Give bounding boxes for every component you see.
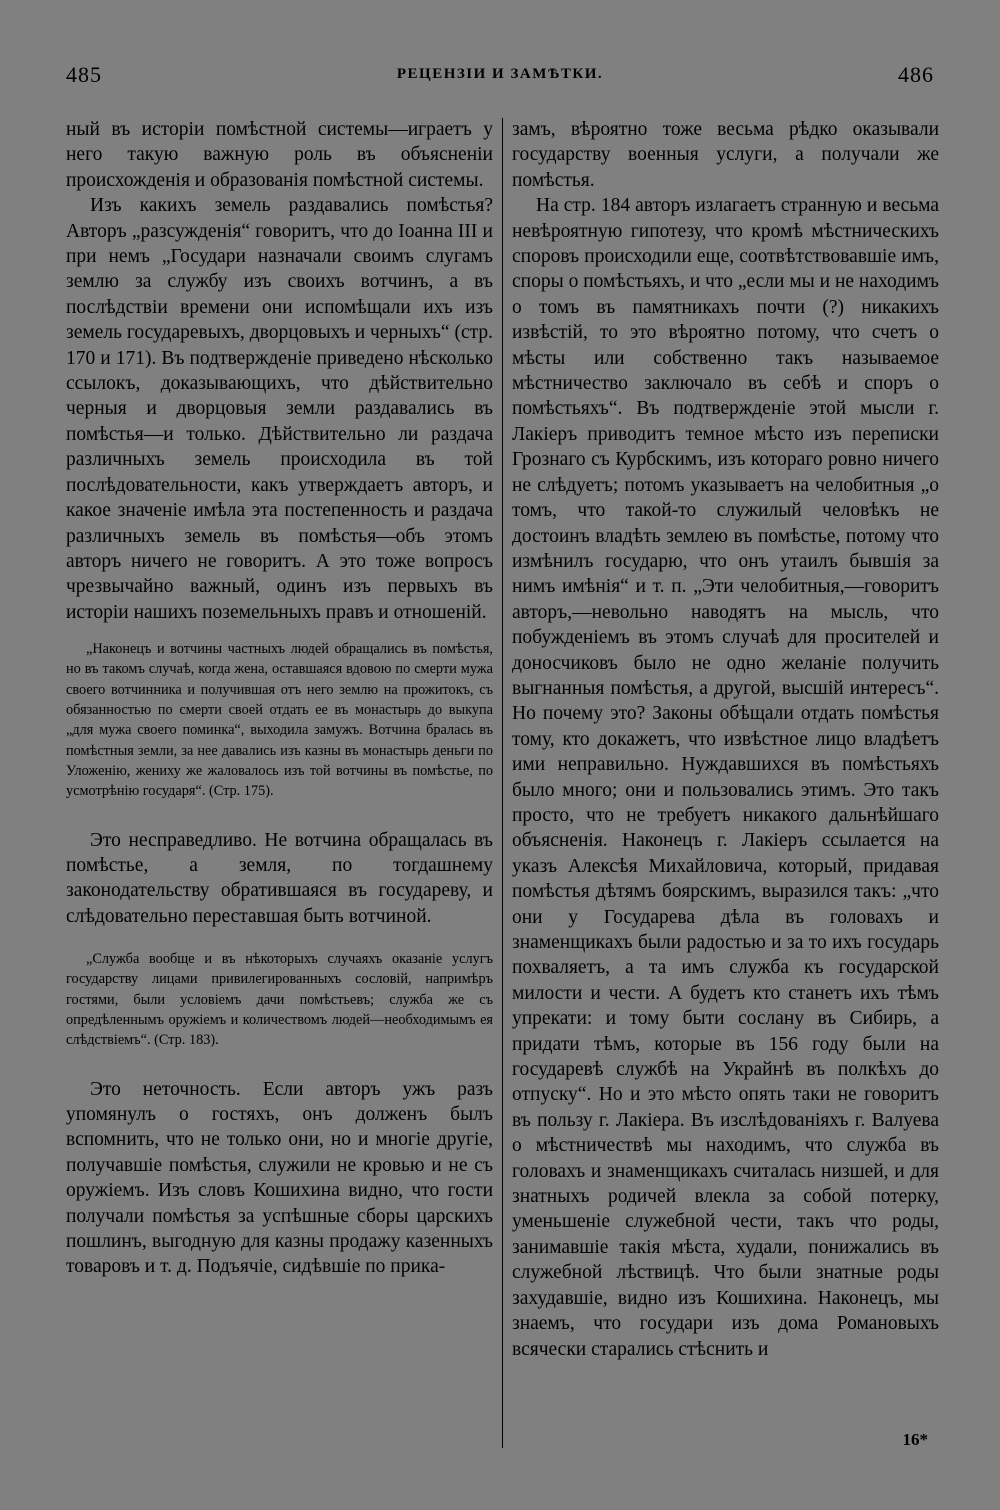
right-paragraph-1: замъ, вѣроятно тоже весьма рѣдко оказывали государству военныя услуги, а получали же помѣстья. bbox=[512, 119, 939, 191]
column-divider bbox=[502, 118, 503, 1448]
page-number-left: 485 bbox=[66, 62, 102, 87]
right-column bbox=[512, 117, 939, 1362]
left-column bbox=[66, 117, 493, 1280]
right-paragraph-2: На стр. 184 авторъ излагаетъ странную и весьма невѣроятную гипотезу, что кромѣ мѣстническихъ споровъ происходили еще, соотвѣтствовавшіе имъ, споры о помѣстьяхъ, и что „если мы и не находимъ о томъ въ памятникахъ почти (?) никакихъ извѣстій, то это вѣроятно потому, что счетъ о мѣсты или собственно такъ называемое мѣстничество заключало въ себѣ и споръ о помѣстьяхъ“. Въ подтвержденіе этой мысли г. Лакіеръ приводитъ темное мѣсто изъ переписки Грознаго съ Курбскимъ, изъ котораго ровно ничего не слѣдуетъ; потомъ указываетъ на челобитныя „о томъ, что такой-то служилый человѣкъ не достоинъ владѣть землею въ помѣстье, потому что измѣнилъ государю, что онъ утаилъ бывшія за нимъ имѣнія“ и т. п. „Эти челобитныя,—говоритъ авторъ,—невольно наводятъ на мысль, что побужденіемъ въ этомъ случаѣ для просителей и доносчиковъ было не одно желаніе получить выгнанныя помѣстья, а другой, высшій интересъ“. Но почему это? Законы обѣщали отдать помѣстья тому, кто докажетъ, что извѣстное лицо владѣетъ ими неправильно. Нуждавшихся въ помѣстьяхъ было много; они и пользовались этимъ. Это такъ просто, что не требуетъ никакого дальнѣйшаго объясненія. Наконецъ г. Лакіеръ ссылается на указъ Алексѣя Михайловича, который, придавая помѣстья дѣтямъ боярскимъ, выразился такъ: „что они у Государева дѣла въ головахъ и знаменщикахъ были радостью и за то ихъ государь похваляетъ, а та имъ служба къ государской милости и чести. А будетъ кто станетъ ихъ тѣмъ упрекати: и тому быти сослану въ Сибирь, а придати тѣмъ, которые въ 156 году были на государевѣ службѣ на Украйнѣ въ полкѣхъ до отпуску“. Но и это мѣсто опять таки не говоритъ въ пользу г. Лакіера. Въ изслѣдованіяхъ г. Валуева о мѣстничествѣ мы находимъ, что служба въ головахъ и знаменщикахъ считалась низшей, и для знатныхъ родичей влекла за собой потерку, уменьшеніе служебной чести, такъ что роды, занимавшіе такія мѣста, худали, понижались въ служебной лѣствицѣ. Что были знатные роды захудавшіе, видно изъ Кошихина. Наконецъ, мы знаемъ, что государи изъ дома Романовыхъ всячески старались стѣснить и bbox=[512, 195, 939, 1360]
left-paragraph-1: ный въ исторіи помѣстной системы—играетъ у него такую важную роль въ объясненіи происхожденія и образованія помѣстной системы. bbox=[66, 119, 493, 191]
left-quote-2: „Служба вообще и въ нѣкоторыхъ случаяхъ оказаніе услугъ государству лицами привилегированныхъ сословій, напримѣръ гостями, были условіемъ дачи помѣстьевъ; служба же съ опредѣленнымъ оружіемъ и количествомъ людей—необходимымъ ея слѣдствіемъ“. (Стр. 183). bbox=[66, 951, 493, 1049]
page-number-right: 486 bbox=[898, 62, 934, 87]
page-header bbox=[0, 62, 1000, 92]
left-paragraph-4: Это неточность. Если авторъ ужъ разъ упомянулъ о гостяхъ, онъ долженъ былъ вспомнить, что не только они, но и многіе другіе, получавшіе помѣстья, служили не кровью и не съ оружіемъ. Изъ словъ Кошихина видно, что гости получали помѣстья за успѣшные сборы царскихъ пошлинъ, выгодную для казны продажу казенныхъ товаровъ и т. д. Подъячіе, сидѣвшіе по прика- bbox=[66, 1078, 493, 1278]
left-paragraph-2: Изъ какихъ земель раздавались помѣстья? Авторъ „разсужденія“ говоритъ, что до Іоанна III и при немъ „Государи назначали своимъ слугамъ землю за службу изъ своихъ вотчинъ, а въ послѣдствіи времени они испомѣщали ихъ изъ земель государевыхъ, дворцовыхъ и черныхъ“ (стр. 170 и 171). Въ подтвержденіе приведено нѣсколько ссылокъ, доказывающихъ, что дѣйствительно черныя и дворцовыя земли раздавались въ помѣстья—и только. Дѣйствительно ли раздача различныхъ земель происходила въ той послѣдовательности, какъ утверждаетъ авторъ, и какое значеніе имѣла эта постепенность и раздача различныхъ земель въ помѣстья—объ этомъ авторъ ничего не говоритъ. А это тоже вопросъ чрезвычайно важный, одинъ изъ первыхъ въ исторіи нашихъ поземельныхъ правъ и отношеній. bbox=[66, 195, 493, 623]
signature-mark: 16* bbox=[902, 1430, 928, 1449]
running-title: РЕЦЕНЗІИ И ЗАМѢТКИ. bbox=[396, 66, 604, 82]
left-paragraph-3: Это несправедливо. Не вотчина обращалась въ помѣстье, а земля, по тогдашнему законодательству обратившаяся въ государеву, и слѣдовательно переставшая быть вотчиной. bbox=[66, 829, 493, 927]
left-quote-1: „Наконецъ и вотчины частныхъ людей обращались въ помѣстья, но въ такомъ случаѣ, когда жена, оставшаяся вдовою по смерти мужа своего вотчинника и получившая отъ него землю на прожитокъ, съ обязанностью по смерти своей отдать ее въ монастырь до выкупа „для мужа своего поминка“, выходила замужъ. Вотчина бралась въ помѣстныя земли, за нее давались изъ казны въ монастырь деньги по Уложенію, жениху же жаловалось изъ той вотчины въ помѣстье, по усмотрѣнію государя“. (Стр. 175). bbox=[66, 641, 493, 800]
